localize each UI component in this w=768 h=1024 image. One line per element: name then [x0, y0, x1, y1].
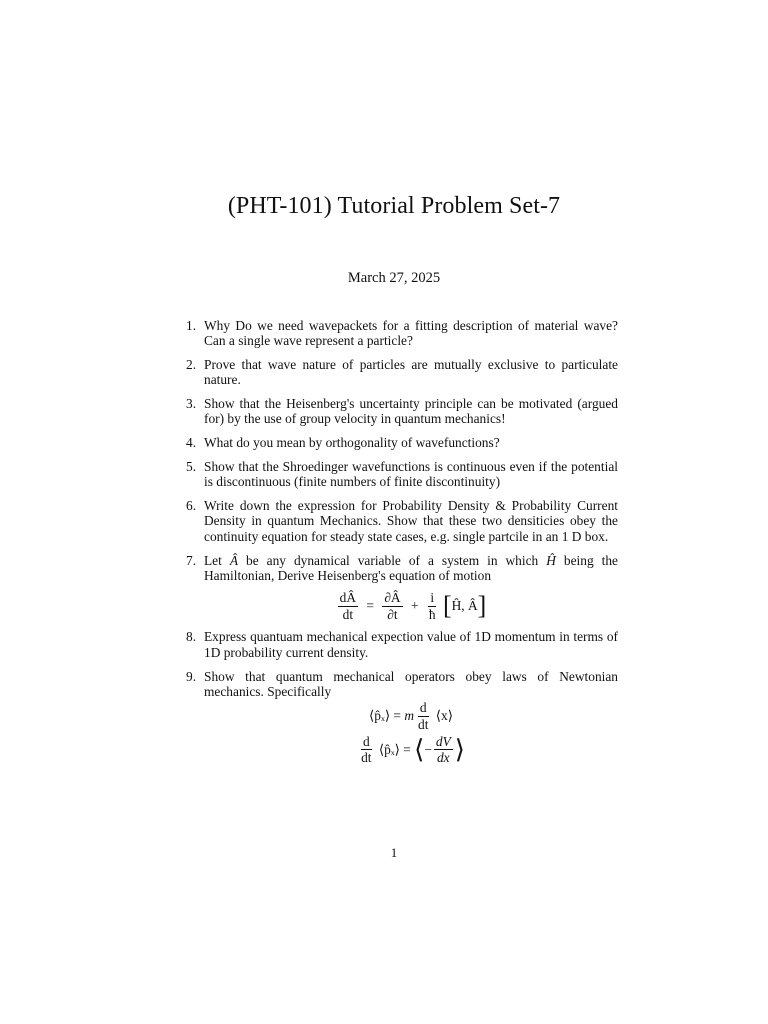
problem-text: Show that the Shroedinger wavefunctions is continuous even if the potential is discontinuous (finite numbers of finite discontinuity) — [204, 459, 618, 490]
problem-number: 3. — [186, 396, 197, 412]
problem-9 — [186, 669, 618, 765]
problem-3 — [186, 396, 618, 427]
problem-number: 7. — [186, 552, 197, 568]
operator-a: Â — [229, 552, 239, 568]
problem-number: 5. — [186, 459, 197, 475]
problem-4 — [186, 435, 618, 450]
problem-2 — [186, 357, 618, 388]
problem-text: Why Do we need wavepackets for a fitting description of material wave? Can a single wave represent a particle? — [204, 318, 618, 349]
problem-number: 8. — [186, 629, 197, 645]
problem-list — [186, 318, 618, 773]
problem-text: Express quantuam mechanical expection value of 1D momentum in terms of 1D probability current density. — [204, 629, 618, 660]
problem-text: Prove that wave nature of particles are mutually exclusive to particulate nature. — [204, 357, 618, 388]
problem-6 — [186, 498, 618, 544]
problem-5 — [186, 459, 618, 490]
page-number: 1 — [390, 845, 398, 860]
problem-number: 4. — [186, 435, 197, 451]
problem-number: 1. — [186, 318, 197, 333]
problem-1 — [186, 318, 618, 349]
heisenberg-equation: $\frac{dÂ}{dt}$ = $\frac{\partial Â}{\partial t}$ + $\frac{i}{ħ}$ [Ĥ, Â] — [339, 590, 487, 622]
problem-8 — [186, 629, 618, 660]
problem-text: Let Â be any dynamical variable of a system in which Ĥ being the Hamiltonian, Derive Heisenberg's equation of motion — [204, 552, 618, 583]
problem-number: 6. — [186, 498, 197, 514]
problem-7 — [186, 553, 618, 621]
page-title: (PHT-101) Tutorial Problem Set-7 — [227, 193, 561, 219]
operator-h: Ĥ — [546, 552, 556, 568]
problem-text: Show that quantum mechanical operators obey laws of Newtonian mechanics. Specifically — [204, 668, 618, 699]
problem-number: 9. — [186, 668, 197, 684]
problem-text: Write down the expression for Probability Density & Probability Current Density in quantum Mechanics. Show that these two densiticies obey the continuity equation for steady state cases, e.g. single partcile in an 1 D box. — [204, 498, 618, 544]
ehrenfest-equation-1: ⟨p̂ₓ⟩ = m $\frac{d}{dt}$ ⟨x⟩ — [369, 700, 453, 732]
problem-text: What do you mean by orthogonality of wavefunctions? — [204, 435, 500, 451]
problem-number: 2. — [186, 357, 197, 373]
problem-text: Show that the Heisenberg's uncertainty principle can be motivated (argued for) by the use of group velocity in quantum mechanics! — [204, 396, 618, 427]
page-date: March 27, 2025 — [347, 270, 441, 286]
ehrenfest-equation-2: $\frac{d}{dt}$ ⟨p̂ₓ⟩ = ⟨− $\frac{dV}{dx}$ ⟩ — [361, 733, 465, 766]
